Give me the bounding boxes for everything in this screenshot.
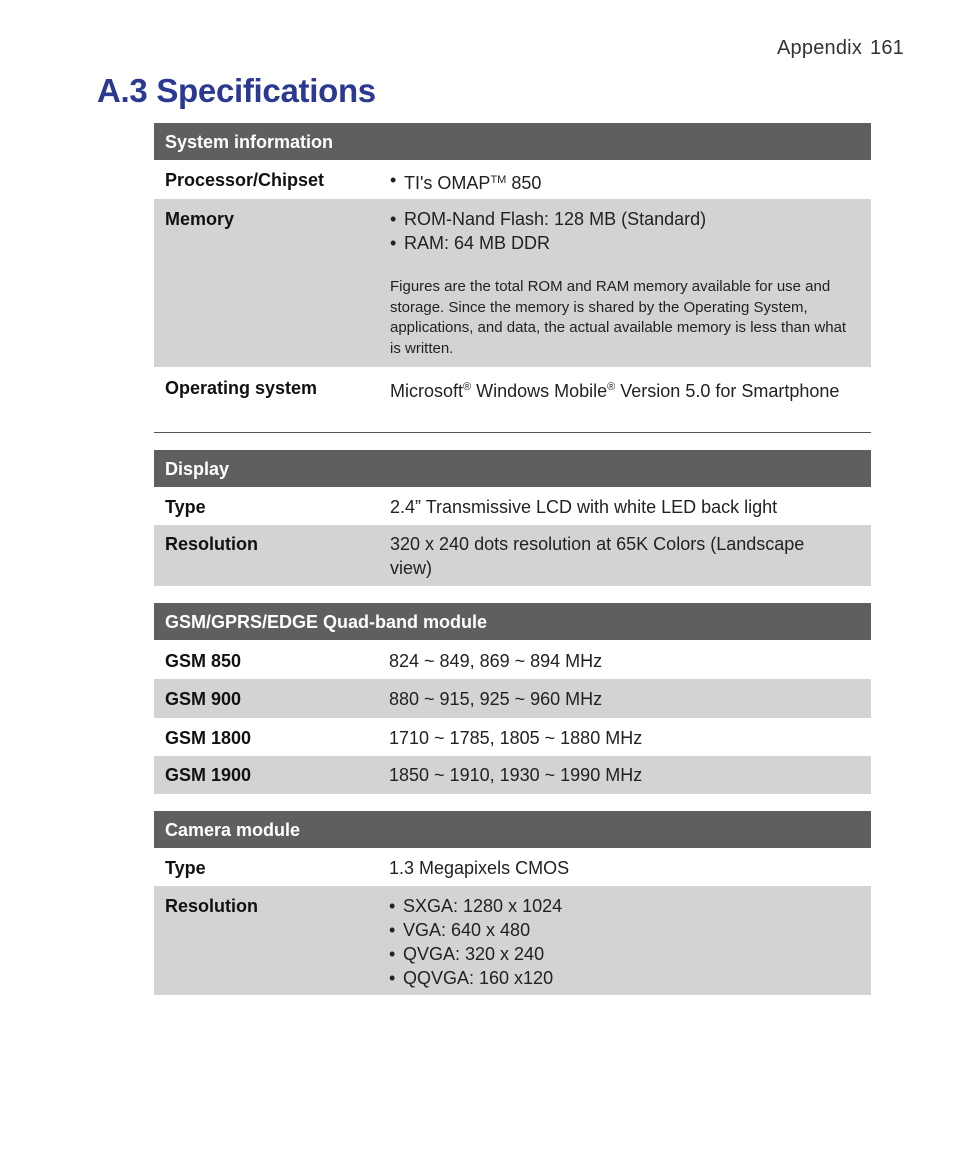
section-heading: System information xyxy=(154,123,871,160)
display-table xyxy=(154,450,871,586)
spec-value: 320 x 240 dots resolution at 65K Colors (Landscape view) xyxy=(390,534,805,578)
os-text: Microsoft xyxy=(390,381,464,401)
spec-label: Resolution xyxy=(165,534,258,554)
gsm-table xyxy=(154,603,871,794)
registered-mark: ® xyxy=(463,381,472,393)
registered-mark: ® xyxy=(607,381,616,393)
spec-value: 1710 ~ 1785, 1805 ~ 1880 MHz xyxy=(389,728,643,748)
bullet-item xyxy=(390,168,851,195)
trademark-mark: TM xyxy=(490,174,507,186)
spec-row-os xyxy=(154,367,871,433)
bullet-item: • QVGA: 320 x 240 xyxy=(389,942,851,966)
spec-label: GSM 900 xyxy=(165,689,242,709)
spec-row-memory xyxy=(154,199,871,367)
spec-label: Resolution xyxy=(165,896,258,916)
spec-value xyxy=(390,207,871,367)
page-number: 161 xyxy=(870,37,904,59)
spec-label: Type xyxy=(165,858,206,878)
spec-value xyxy=(390,168,871,199)
section-name: Appendix xyxy=(777,37,863,59)
spec-row-gsm-850 xyxy=(154,640,871,679)
spec-value: 880 ~ 915, 925 ~ 960 MHz xyxy=(389,689,603,709)
section-heading: Camera module xyxy=(154,811,871,848)
spec-row-type xyxy=(154,487,871,525)
spec-row-gsm-900 xyxy=(154,679,871,718)
spec-row-resolution xyxy=(154,886,871,995)
spec-row-gsm-1800 xyxy=(154,718,871,756)
spec-value xyxy=(390,376,871,432)
spec-value: 2.4” Transmissive LCD with white LED back light xyxy=(390,497,778,517)
spec-row-gsm-1900 xyxy=(154,756,871,794)
spec-label: Type xyxy=(165,497,206,517)
spec-row-processor xyxy=(154,160,871,199)
spec-label: Operating system xyxy=(165,378,318,398)
bullet-item: • ROM-Nand Flash: 128 MB (Standard) xyxy=(390,207,851,231)
spec-label: GSM 850 xyxy=(165,651,242,671)
spec-label: Processor/Chipset xyxy=(165,170,325,190)
bullet-item: • SXGA: 1280 x 1024 xyxy=(389,894,851,918)
bullet-item: • QQVGA: 160 x120 xyxy=(389,966,851,990)
running-header xyxy=(777,37,904,60)
spec-value: 1850 ~ 1910, 1930 ~ 1990 MHz xyxy=(389,765,643,785)
camera-table xyxy=(154,811,871,995)
system-information-table xyxy=(154,123,871,433)
bullet-item: • RAM: 64 MB DDR xyxy=(390,231,851,255)
bullet-item: • VGA: 640 x 480 xyxy=(389,918,851,942)
spec-row-type xyxy=(154,848,871,886)
memory-note: Figures are the total ROM and RAM memory available for use and storage. Since the memory is shared by the Operating System, applications, and data, the actual available memory is less than what is written. xyxy=(390,278,847,357)
processor-model: 850 xyxy=(506,173,542,193)
spec-row-resolution xyxy=(154,525,871,586)
spec-label: Memory xyxy=(165,209,235,229)
processor-name: TI's OMAP xyxy=(404,173,491,193)
section-heading: Display xyxy=(154,450,871,487)
spec-label: GSM 1900 xyxy=(165,765,252,785)
spec-value: 1.3 Megapixels CMOS xyxy=(389,858,570,878)
spec-value xyxy=(389,894,871,995)
spec-value: 824 ~ 849, 869 ~ 894 MHz xyxy=(389,651,603,671)
os-text: Version 5.0 for Smartphone xyxy=(615,381,840,401)
section-heading: GSM/GPRS/EDGE Quad-band module xyxy=(154,603,871,640)
os-text: Windows Mobile xyxy=(471,381,608,401)
spec-label: GSM 1800 xyxy=(165,728,252,748)
page-title: A.3 Specifications xyxy=(97,72,376,109)
